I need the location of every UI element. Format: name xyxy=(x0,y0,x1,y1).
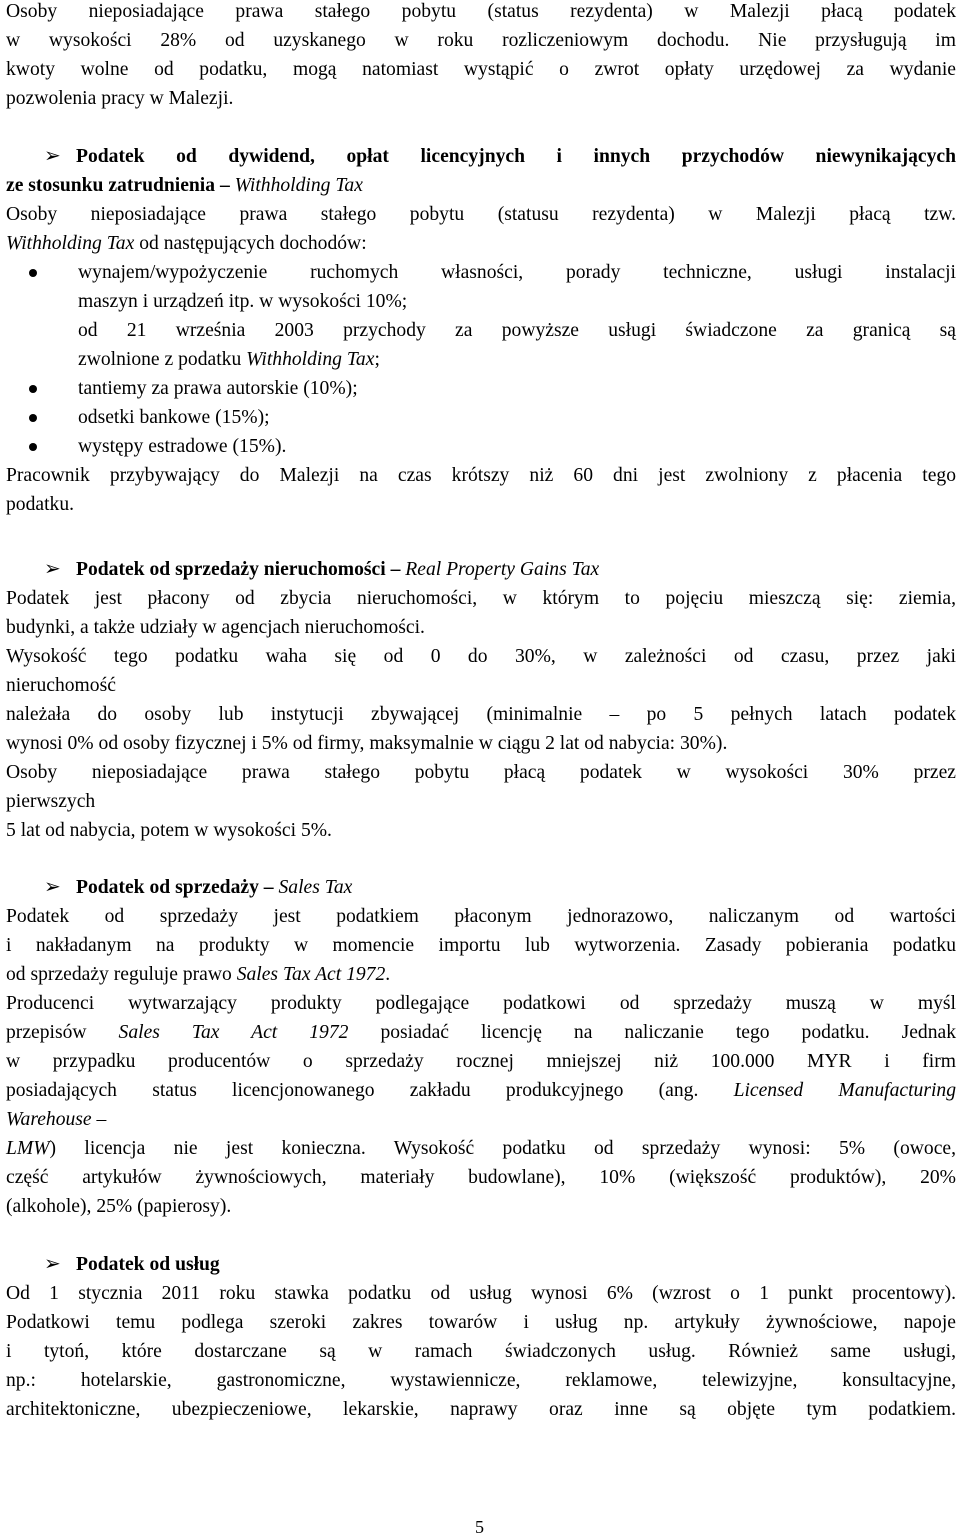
text-line xyxy=(6,960,956,989)
heading-text: Podatek od sprzedaży nieruchomości xyxy=(76,559,386,580)
text-run: ; xyxy=(374,349,380,370)
text-line: Od 1 stycznia 2011 roku stawka podatku od usług wynosi 6% (wzrost o 1 punkt procentowy). xyxy=(6,1283,956,1304)
text-line: podatku. xyxy=(6,494,75,515)
section-heading xyxy=(6,873,956,902)
text-line: wynosi 0% od osoby fizycznej i 5% od firmy, maksymalnie w ciągu 2 lat od nabycia: 30%). xyxy=(6,733,728,754)
text-line: Producenci wytwarzający produkty podlegające podatkowi od sprzedaży muszą w myśl xyxy=(6,993,956,1014)
withholding-section xyxy=(6,142,956,519)
text-line: np.: hotelarskie, gastronomiczne, wystawiennicze, reklamowe, telewizyjne, konsultacyjne, xyxy=(6,1370,956,1391)
heading-italic: Withholding Tax xyxy=(234,175,363,196)
services-tax-section xyxy=(6,1250,956,1424)
heading-text: Podatek od sprzedaży xyxy=(76,877,259,898)
section-heading xyxy=(6,142,956,171)
text-run: od sprzedaży reguluje prawo xyxy=(6,964,237,985)
italic-term: Sales Tax Act 1972 xyxy=(236,964,386,985)
rpgt-section xyxy=(6,555,956,845)
text-line xyxy=(6,229,956,258)
text-run: ) licencja nie jest konieczna. Wysokość podatku od sprzedaży wynosi: 5% (owoce, xyxy=(49,1138,956,1159)
heading-dash: – xyxy=(258,877,279,898)
bullet-dot-icon xyxy=(29,414,37,422)
text-line: wynajem/wypożyczenie ruchomych własności, porady techniczne, usługi instalacji xyxy=(78,262,956,283)
text-line: Podatkowi temu podlega szeroki zakres towarów i usług np. artykuły żywnościowe, napoje xyxy=(6,1312,956,1333)
text-line: (alkohole), 25% (papierosy). xyxy=(6,1196,232,1217)
text-run: . xyxy=(385,964,391,985)
text-line xyxy=(6,345,956,374)
text-run: zwolnione z podatku xyxy=(78,349,247,370)
text-line: należała do osoby lub instytucji zbywającej (minimalnie – po 5 pełnych latach podatek xyxy=(6,704,956,725)
text-line: odsetki bankowe (15%); xyxy=(78,407,270,428)
bullet-item xyxy=(6,403,956,432)
text-line: nieruchomość xyxy=(6,675,116,696)
text-line: w wysokości 28% od uzyskanego w roku rozliczeniowym dochodu. Nie przysługują im xyxy=(6,30,956,51)
text-line: pierwszych xyxy=(6,791,96,812)
bullet-item xyxy=(6,374,956,403)
bullet-dot-icon xyxy=(29,385,37,393)
text-line: Osoby nieposiadające prawa stałego pobytu (statusu rezydenta) w Malezji płacą tzw. xyxy=(6,204,956,225)
heading-dash: – xyxy=(215,175,235,196)
text-line: Podatek od sprzedaży jest podatkiem płaconym jednorazowo, naliczanym od wartości xyxy=(6,906,956,927)
text-run: przepisów xyxy=(6,1022,119,1043)
heading-line xyxy=(6,171,956,200)
bullet-dot-icon xyxy=(29,443,37,451)
text-line xyxy=(6,1018,956,1047)
text-line: maszyn i urządzeń itp. w wysokości 10%; xyxy=(78,291,408,312)
text-line: pozwolenia pracy w Malezji. xyxy=(6,88,234,109)
heading-italic: Real Property Gains Tax xyxy=(405,559,600,580)
text-line: część artykułów żywnościowych, materiały budowlane), 10% (większość produktów), 20% xyxy=(6,1167,956,1188)
italic-term: Withholding Tax xyxy=(246,349,375,370)
intro-paragraph xyxy=(6,0,956,113)
text-line: Osoby nieposiadające prawa stałego pobytu (status rezydenta) w Malezji płacą podatek xyxy=(6,1,956,22)
page-number: 5 xyxy=(475,1517,484,1537)
text-line: kwoty wolne od podatku, mogą natomiast wystąpić o zwrot opłaty urzędowej za wydanie xyxy=(6,59,956,80)
text-line: od 21 września 2003 przychody za powyższe usługi świadczone za granicą są xyxy=(78,320,956,341)
italic-term: Sales Tax Act 1972 xyxy=(118,1022,349,1043)
heading-text: Podatek od usług xyxy=(76,1254,220,1275)
heading-text: ze stosunku zatrudnienia xyxy=(6,175,216,196)
text-line: Wysokość tego podatku waha się od 0 do 30%, w zależności od czasu, przez jaki xyxy=(6,646,956,667)
text-line: architektoniczne, ubezpieczeniowe, lekarskie, naprawy oraz inne są objęte tym podatkiem. xyxy=(6,1399,956,1420)
text-line: w przypadku producentów o sprzedaży rocznej mniejszej niż 100.000 MYR i firm xyxy=(6,1051,956,1072)
bullet-item xyxy=(6,258,956,287)
italic-term: Withholding Tax xyxy=(6,233,135,254)
text-line: Warehouse – xyxy=(6,1109,107,1130)
text-line: Pracownik przybywający do Malezji na czas krótszy niż 60 dni jest zwolniony z płacenia tego xyxy=(6,465,956,486)
text-run: od następujących dochodów: xyxy=(134,233,367,254)
text-line: tantiemy za prawa autorskie (10%); xyxy=(78,378,358,399)
italic-term: Licensed Manufacturing xyxy=(733,1080,956,1101)
text-line xyxy=(6,1134,956,1163)
section-heading xyxy=(6,1250,956,1279)
text-line: budynki, a także udziały w agencjach nieruchomości. xyxy=(6,617,425,638)
bullet-item xyxy=(6,432,956,461)
text-line: 5 lat od nabycia, potem w wysokości 5%. xyxy=(6,820,332,841)
arrow-bullet-icon: ➢ xyxy=(44,145,61,167)
text-line: Osoby nieposiadające prawa stałego pobytu płacą podatek w wysokości 30% przez xyxy=(6,762,956,783)
text-line: i nakładanym na produkty w momencie importu lub wytworzenia. Zasady pobierania podatku xyxy=(6,935,956,956)
heading-text: Podatek od dywidend, opłat licencyjnych i innych przychodów niewynikających xyxy=(76,146,956,167)
text-run: posiadać licencję na naliczanie tego podatku. Jednak xyxy=(348,1022,956,1043)
text-line: występy estradowe (15%). xyxy=(78,436,287,457)
text-line xyxy=(6,1076,956,1105)
arrow-bullet-icon: ➢ xyxy=(44,876,61,898)
italic-term: LMW xyxy=(6,1138,50,1159)
arrow-bullet-icon: ➢ xyxy=(44,1253,61,1275)
bullet-dot-icon xyxy=(29,269,37,277)
heading-line xyxy=(76,555,956,584)
heading-line xyxy=(76,873,956,902)
arrow-bullet-icon: ➢ xyxy=(44,558,61,580)
text-run: posiadających status licencjonowanego zakładu produkcyjnego (ang. xyxy=(6,1080,734,1101)
heading-dash: – xyxy=(385,559,406,580)
text-line: i tytoń, które dostarczane są w ramach świadczonych usług. Również same usługi, xyxy=(6,1341,956,1362)
sales-tax-section xyxy=(6,873,956,1221)
heading-italic: Sales Tax xyxy=(278,877,353,898)
text-line: Podatek jest płacony od zbycia nieruchomości, w którym to pojęciu mieszczą się: ziemia, xyxy=(6,588,956,609)
section-heading xyxy=(6,555,956,584)
